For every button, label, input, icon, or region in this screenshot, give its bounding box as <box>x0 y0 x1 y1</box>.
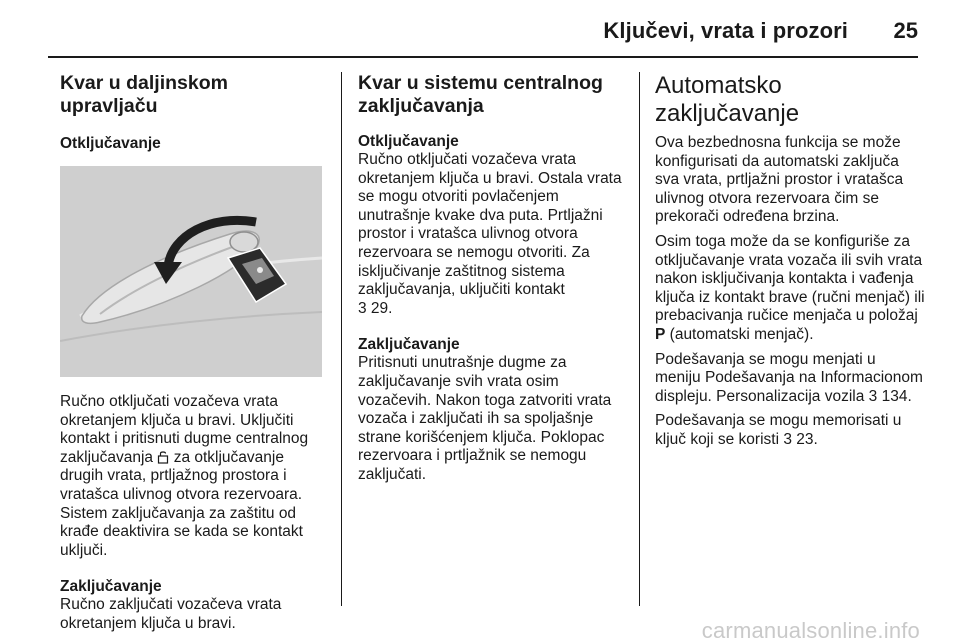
paragraph-text: Osim toga može da se konfiguriše za otključavanje vrata vozača ili svih vrata nakon isključivanja kontakta i vađenja ključa iz kontakt brave (ručni menjač) ili prebacivanja ručice menjača u položaj <box>655 232 925 325</box>
paragraph-unlock-instructions <box>358 151 626 318</box>
paragraph-text: Ručno otključati vozačeva vrata okretanjem ključa u bravi. Uključiti kontakt i pritisnuti dugme centralnog zaključavanja <box>60 393 309 466</box>
unlock-icon <box>157 450 169 464</box>
column-2 <box>358 72 626 485</box>
subheading-unlocking: Otključavanje <box>358 133 459 150</box>
paragraph-text: Podešavanja se mogu menjati u meniju Podešavanja na Informacionom displeju. Personalizacija vozila <box>655 350 923 405</box>
paragraph-settings-menu <box>655 351 925 407</box>
column-divider <box>341 72 342 606</box>
column-1 <box>60 72 328 634</box>
paragraph-lock-instructions: Ručno zaključati vozačeva vrata okretanjem ključa u bravi. <box>60 596 282 632</box>
section-heading-remote-fault: Kvar u daljinskom upravljaču <box>60 72 228 117</box>
paragraph-auto-lock-description: Ova bezbednosna funkcija se može konfigurisati da automatski zaključa sva vrata, prtljažni prostor i vratašca ulivnog otvora rezervoara čim se prekorači određena brzina. <box>655 134 904 226</box>
paragraph-lock-instructions: Pritisnuti unutrašnje dugme za zaključavanje svih vrata osim vozačevih. Nakon toga zatvoriti vrata vozača i zaključati ih sa spoljašnje strane korišćenjem ključa. Poklopac rezervoara i prtljažnik se nemogu zaključati. <box>358 354 612 483</box>
paragraph-auto-unlock-config <box>655 233 925 345</box>
subheading-locking: Zaključavanje <box>60 578 162 596</box>
header-rule <box>48 56 918 58</box>
paragraph-text: Ručno otključati vozačeva vrata okretanjem ključa u bravi. Ostala vrata se mogu otvoriti povlačenjem unutrašnje kvake dva puta. Prtljažni prostor i vratašca ulivnog otvora rezervoara se nemogu otvoriti. Za isključivanje zaštitnog sistema zaključavanja, uključiti kontakt <box>358 151 622 299</box>
subheading-unlocking: Otključavanje <box>60 135 161 152</box>
subheading-locking: Zaključavanje <box>358 336 460 354</box>
door-handle-key-image <box>60 166 322 377</box>
column-3 <box>655 72 925 450</box>
paragraph-text: Podešavanja se mogu memorisati u ključ koji se koristi <box>655 412 902 448</box>
watermark: carmanualsonline.info <box>701 618 920 643</box>
page-reference: 3 23. <box>783 430 818 448</box>
page-reference: 3 29. <box>358 299 393 317</box>
paragraph-settings-memory <box>655 412 925 449</box>
header-title: Ključevi, vrata i prozori <box>603 18 848 43</box>
paragraph-text: za otključavanje drugih vrata, prtljažnog prostora i vratašca ulivnog otvora rezervoara. Sistem zaključavanja za zaštitu od krađe deaktivira se kada se kontakt uključi. <box>60 448 303 559</box>
door-handle-key-illustration <box>60 166 322 377</box>
paragraph-unlock-instructions <box>60 393 328 560</box>
page-header <box>0 0 960 58</box>
section-heading-central-locking-fault: Kvar u sistemu centralnog zaključavanja <box>358 72 603 117</box>
paragraph-text: (automatski menjač). <box>669 325 814 343</box>
column-divider <box>639 72 640 606</box>
section-heading-automatic-locking: Automatsko zaključavanje <box>655 72 800 127</box>
page-number: 25 <box>893 18 918 43</box>
page-reference: 3 134. <box>868 387 912 405</box>
gear-position-label: P <box>655 325 666 343</box>
